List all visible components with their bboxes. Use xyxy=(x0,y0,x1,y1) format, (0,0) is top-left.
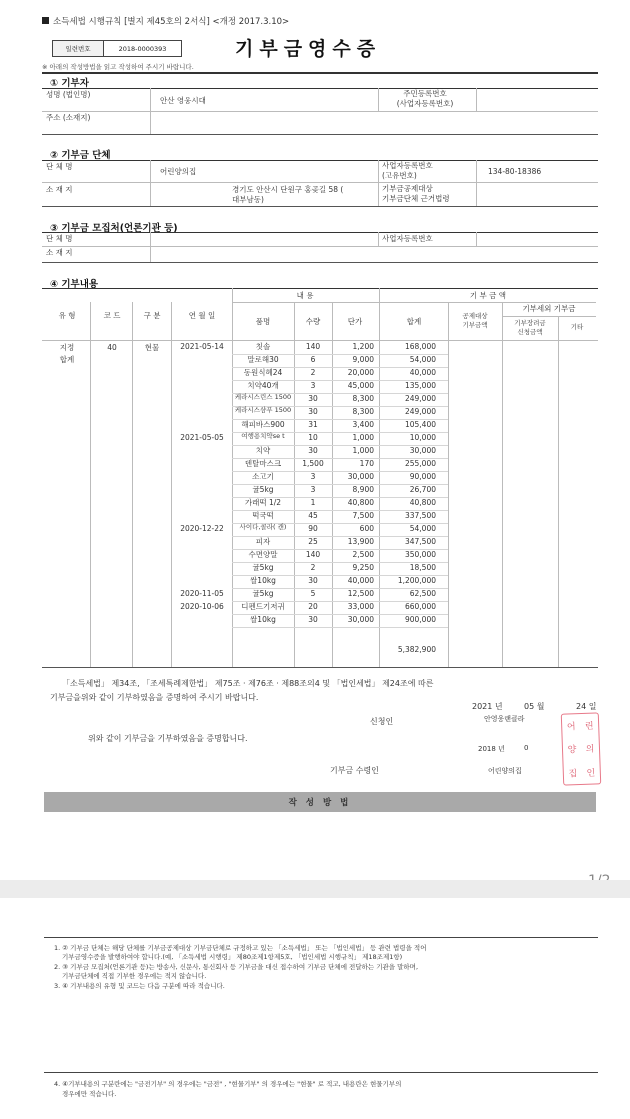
donation-date: 2021-05-05 xyxy=(180,433,224,442)
grand-total-value: 5,382,900 xyxy=(397,645,436,654)
donation-date: 2020-12-22 xyxy=(180,524,224,533)
item-amount: 135,000 xyxy=(404,381,436,390)
kind-header: 구 분 xyxy=(143,311,161,320)
donor-name-value: 안산 영웅시대 xyxy=(160,96,206,105)
apply-year: 2021 년 xyxy=(472,702,503,711)
donor-address-label: 주소 (소재지) xyxy=(46,113,91,122)
divider xyxy=(44,1072,598,1073)
item-qty: 3 xyxy=(310,472,316,481)
note-line: 경우에만 적습니다. xyxy=(62,1090,117,1098)
item-qty: 20 xyxy=(308,602,318,611)
divider xyxy=(42,160,598,161)
item-qty: 30 xyxy=(308,446,318,455)
legal-reference-text: 소득세법 시행규칙 [별지 제45호의 2서식] <개정 2017.3.10> xyxy=(53,17,290,27)
item-amount: 62,500 xyxy=(409,589,436,598)
serial-number-value: 2018-0000393 xyxy=(118,44,167,53)
divider xyxy=(90,302,91,667)
item-amount: 105,400 xyxy=(404,420,436,429)
issue-year: 2018 년 xyxy=(478,745,505,753)
divider xyxy=(378,88,379,111)
item-qty: 2 xyxy=(310,563,316,572)
item-name: 디펜드기저귀 xyxy=(241,602,285,611)
divider xyxy=(232,302,596,303)
applicant-label: 신청인 xyxy=(370,717,394,726)
type-header: 유 형 xyxy=(58,311,76,320)
divider xyxy=(150,232,151,262)
seal-character: 의 xyxy=(585,745,595,756)
apply-day: 24 일 xyxy=(576,702,597,711)
item-qty: 31 xyxy=(308,420,318,429)
org-reg-label: 사업자등록번호 xyxy=(382,161,433,170)
item-amount: 54,000 xyxy=(409,524,436,533)
writing-method-header: 작 성 방 법 xyxy=(44,792,596,812)
seal-character: 어 xyxy=(566,722,576,733)
item-name: 말로해30 xyxy=(247,355,279,364)
item-unit-price: 2,500 xyxy=(352,550,374,559)
content-header: 내 용 xyxy=(296,291,314,300)
divider xyxy=(42,72,598,74)
item-qty: 1 xyxy=(310,498,316,507)
item-name: 덴탈마스크 xyxy=(244,459,282,468)
donor-section-title: ① 기부자 xyxy=(50,78,89,89)
item-amount: 40,800 xyxy=(409,498,436,507)
item-amount: 10,000 xyxy=(409,433,436,442)
seal-character: 양 xyxy=(567,745,577,756)
item-amount: 255,000 xyxy=(404,459,436,468)
item-amount: 249,000 xyxy=(404,394,436,403)
item-name: 칫솔 xyxy=(255,342,271,351)
org-address-value: 경기도 안산시 단원구 홍곶길 58 ( xyxy=(232,185,344,194)
item-qty: 140 xyxy=(305,550,321,559)
collector-address-label: 소 재 지 xyxy=(46,248,73,257)
divider xyxy=(42,246,598,247)
item-unit-price: 8,900 xyxy=(352,485,374,494)
donation-date: 2020-11-05 xyxy=(180,589,224,598)
item-unit-price: 45,000 xyxy=(347,381,374,390)
serial-number-label: 일련번호 xyxy=(53,41,104,56)
item-unit-price: 40,000 xyxy=(347,576,374,585)
org-address-label: 소 재 지 xyxy=(46,185,73,194)
item-qty: 10 xyxy=(308,433,318,442)
amount-group-header: 기 부 금 액 xyxy=(469,291,507,300)
item-name: 동원식혜24 xyxy=(243,368,283,377)
item-qty: 5 xyxy=(310,589,316,598)
serial-number-box xyxy=(52,40,182,57)
contents-section-title: ④ 기부내용 xyxy=(50,279,99,290)
issue-month: 0 xyxy=(524,744,529,752)
item-amount: 347,500 xyxy=(404,537,436,546)
item-name: 피자 xyxy=(255,537,271,546)
item-name: 쌀10kg xyxy=(250,576,276,585)
page-separator xyxy=(0,880,630,898)
item-name: 수면양말 xyxy=(248,550,278,559)
seal-character: 인 xyxy=(586,768,596,779)
item-unit-price: 1,000 xyxy=(352,433,374,442)
divider xyxy=(42,88,598,89)
divider xyxy=(150,160,151,206)
note-line: 2. ③ 기부금 모집처(언론기관 등)는 방송사, 신문사, 통신회사 등 기부금을 대신 접수하여 기부금 단체에 전달하는 기관을 말하며, xyxy=(54,963,419,971)
item-unit-price: 40,800 xyxy=(347,498,374,507)
item-amount: 26,700 xyxy=(409,485,436,494)
item-name: 사이다,콜라( 캔) xyxy=(239,522,287,531)
divider xyxy=(42,206,598,207)
org-section-title: ② 기부금 단체 xyxy=(50,150,111,161)
item-qty: 30 xyxy=(308,615,318,624)
item-unit-price: 12,500 xyxy=(347,589,374,598)
date-header: 연 월 일 xyxy=(188,311,216,320)
divider xyxy=(132,302,133,667)
divider xyxy=(42,232,598,233)
code-header: 코 드 xyxy=(103,311,121,320)
item-qty: 30 xyxy=(308,407,318,416)
divider xyxy=(476,88,477,111)
divider xyxy=(42,667,598,668)
donation-date: 2020-10-06 xyxy=(180,602,224,611)
item-amount: 337,500 xyxy=(404,511,436,520)
legal-reference xyxy=(42,15,289,27)
item-unit-price: 170 xyxy=(359,459,374,468)
divider xyxy=(171,302,172,667)
item-unit-price: 7,500 xyxy=(352,511,374,520)
item-amount: 90,000 xyxy=(409,472,436,481)
item-qty: 45 xyxy=(308,511,318,520)
incentive-header-line2: 신청금액 xyxy=(517,328,543,336)
qty-header: 수량 xyxy=(305,317,321,326)
item-name: 치약 xyxy=(255,446,271,455)
unit-price-header: 단가 xyxy=(347,317,363,326)
certificate-page-2 xyxy=(0,898,630,1119)
incentive-header: 기부장려금 xyxy=(514,319,546,327)
item-name: 해피바스900 xyxy=(241,420,285,429)
divider xyxy=(448,302,449,667)
note-line: 1. ② 기부금 단체는 해당 단체를 기부금공제대상 기부금단체로 규정하고 있는 「소득세법」 또는 「법인세법」 등 관련 법령을 적어 xyxy=(54,944,427,952)
divider xyxy=(378,232,379,246)
item-name: 귤5kg xyxy=(252,563,274,572)
org-reg-value: 134-80-18386 xyxy=(488,167,542,176)
divider xyxy=(42,134,598,135)
item-name: 쌀10kg xyxy=(250,615,276,624)
org-name-value: 어린양의집 xyxy=(160,167,197,176)
other-header: 기타 xyxy=(570,323,584,331)
item-amount: 40,000 xyxy=(409,368,436,377)
item-unit-price: 13,900 xyxy=(347,537,374,546)
item-amount: 350,000 xyxy=(404,550,436,559)
donor-name-label: 성명 (법인명) xyxy=(46,90,91,99)
item-name: 소고기 xyxy=(252,472,274,481)
item-unit-price: 8,300 xyxy=(352,407,374,416)
item-qty: 2 xyxy=(310,368,316,377)
divider xyxy=(42,262,598,263)
item-qty: 6 xyxy=(310,355,316,364)
deductible-header: 공제대상 xyxy=(462,312,488,320)
item-unit-price: 9,000 xyxy=(352,355,374,364)
seal-character: 린 xyxy=(584,721,594,733)
item-unit-price: 3,400 xyxy=(352,420,374,429)
certification-text-line1: 「소득세법」 제34조, 「조세특례제한법」 제75조 · 제76조 · 제88조의4 및 「법인세법」 제24조에 따른 xyxy=(62,679,434,688)
divider xyxy=(558,316,559,667)
item-unit-price: 1,000 xyxy=(352,446,374,455)
kind-value: 현물 xyxy=(144,343,160,352)
note-line: 3. ④ 기부내용의 유형 및 코드는 다음 구분에 따라 적습니다. xyxy=(54,982,225,990)
code-value: 40 xyxy=(107,343,117,352)
applicant-value: 안영웅랜클라 xyxy=(484,715,525,723)
sum-label: 합계 xyxy=(59,355,75,364)
item-amount: 168,000 xyxy=(404,342,436,351)
item-qty: 90 xyxy=(308,524,318,533)
item-unit-price: 30,000 xyxy=(347,615,374,624)
item-qty: 3 xyxy=(310,485,316,494)
org-name-label: 단 체 명 xyxy=(46,162,73,171)
divider xyxy=(502,316,596,317)
seal-character: 집 xyxy=(568,768,578,780)
item-qty: 25 xyxy=(308,537,318,546)
item-name: 귤5kg xyxy=(252,485,274,494)
item-qty: 3 xyxy=(310,381,316,390)
item-qty: 30 xyxy=(308,576,318,585)
donor-id-sublabel: (사업자등록번호) xyxy=(396,99,454,108)
collector-reg-label: 사업자등록번호 xyxy=(382,234,433,243)
row-divider xyxy=(232,627,448,628)
donor-id-label: 주민등록번호 xyxy=(403,89,447,98)
item-name: 치약40개 xyxy=(247,381,279,390)
divider xyxy=(476,232,477,246)
instruction-text: ※ 아래의 작성방법을 읽고 작성하여 주시기 바랍니다. xyxy=(42,63,194,71)
divider xyxy=(42,182,598,183)
note-line: 4. ④기부내용의 구분란에는 "금전기부" 의 경우에는 "금전" , "현물기부" 의 경우에는 "현물" 로 적고, 내용란은 현물기부의 xyxy=(54,1080,402,1088)
item-name: 케라시스린스 1500 xyxy=(234,392,292,401)
item-qty: 30 xyxy=(308,394,318,403)
item-unit-price: 30,000 xyxy=(347,472,374,481)
certification-text-line2: 기부금을위와 같이 기부하였음을 증명하여 주시기 바랍니다. xyxy=(50,693,259,702)
org-basis-label: 기부금공제대상 xyxy=(382,184,433,193)
recipient-value: 어린양의집 xyxy=(488,767,522,775)
black-square-icon xyxy=(42,17,49,24)
recipient-label: 기부금 수령인 xyxy=(330,766,379,775)
item-name: 케라시스샴푸 1500 xyxy=(234,405,292,414)
item-unit-price: 1,200 xyxy=(352,342,374,351)
item-name: 여행용치약se t xyxy=(241,431,285,440)
certification-text-line3: 위와 같이 기부금을 기부하였음을 증명합니다. xyxy=(88,734,248,743)
item-unit-price: 20,000 xyxy=(347,368,374,377)
item-name: 가래떡 1/2 xyxy=(244,498,282,507)
page-title: 기부금영수증 xyxy=(235,38,382,60)
divider xyxy=(42,111,598,112)
total-header: 합계 xyxy=(406,317,422,326)
item-amount: 900,000 xyxy=(404,615,436,624)
item-amount: 18,500 xyxy=(409,563,436,572)
divider xyxy=(150,88,151,134)
divider xyxy=(502,302,503,667)
official-seal-stamp xyxy=(561,712,601,785)
item-amount: 249,000 xyxy=(404,407,436,416)
org-address-value-line2: 대부남동) xyxy=(232,195,264,204)
item-unit-price: 9,250 xyxy=(352,563,374,572)
item-qty: 140 xyxy=(305,342,321,351)
note-line: 기부금단체에 직접 기부한 경우에는 적지 않습니다. xyxy=(62,972,207,980)
item-header: 품명 xyxy=(255,317,271,326)
excluded-header: 기부세외 기부금 xyxy=(522,304,576,313)
item-amount: 660,000 xyxy=(404,602,436,611)
type-value: 지정 xyxy=(59,343,75,352)
item-qty: 1,500 xyxy=(302,459,324,468)
item-name: 귤5kg xyxy=(252,589,274,598)
item-unit-price: 600 xyxy=(359,524,374,533)
item-unit-price: 8,300 xyxy=(352,394,374,403)
org-basis-sublabel: 기부금단체 근거법령 xyxy=(382,194,450,203)
item-amount: 54,000 xyxy=(409,355,436,364)
deductible-header-line2: 기부금액 xyxy=(462,321,488,329)
apply-month: 05 월 xyxy=(524,702,545,711)
divider xyxy=(42,288,598,289)
divider xyxy=(42,340,598,341)
collector-name-label: 단 체 명 xyxy=(46,234,73,243)
item-unit-price: 33,000 xyxy=(347,602,374,611)
item-name: 떡국떡 xyxy=(252,511,274,520)
divider xyxy=(378,160,379,206)
divider xyxy=(44,937,598,938)
divider xyxy=(476,160,477,206)
note-line: 기부금영수증을 발행하여야 합니다.(예, 「소득세법 시행령」 제80조제1항제5호, 「법인세법 시행규칙」 제18조제1항) xyxy=(62,953,403,961)
item-amount: 30,000 xyxy=(409,446,436,455)
item-amount: 1,200,000 xyxy=(397,576,436,585)
org-reg-sublabel: (고유번호) xyxy=(382,171,417,180)
collector-section-title: ③ 기부금 모집처(언론기관 등) xyxy=(50,223,178,234)
donation-date: 2021-05-14 xyxy=(180,342,224,351)
